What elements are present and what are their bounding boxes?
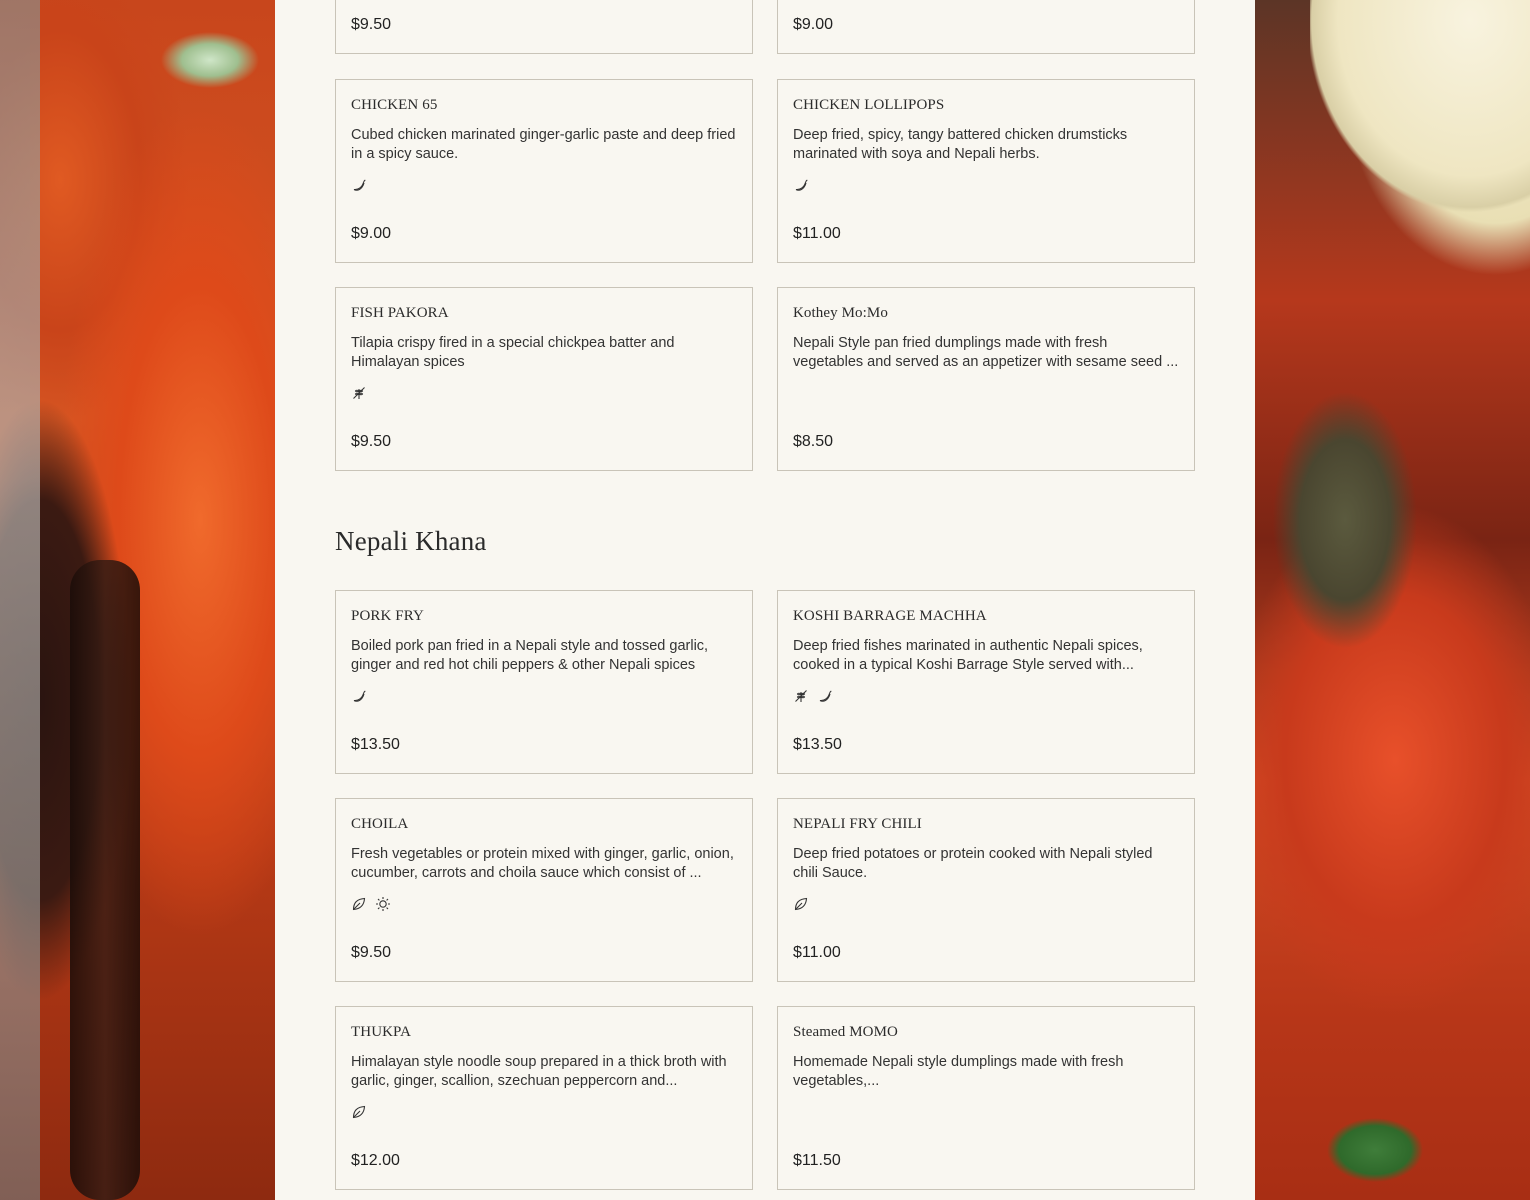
item-name: NEPALI FRY CHILI bbox=[793, 816, 922, 832]
item-price: $11.00 bbox=[793, 944, 841, 961]
menu-item-card[interactable] bbox=[777, 1006, 1195, 1190]
item-price: $11.50 bbox=[793, 1152, 841, 1169]
item-name: Steamed MOMO bbox=[793, 1024, 898, 1040]
item-name: Kothey Mo:Mo bbox=[793, 305, 888, 321]
item-price: $8.50 bbox=[793, 433, 834, 450]
item-name: KOSHI BARRAGE MACHHA bbox=[793, 608, 987, 624]
gluten-free-icon bbox=[793, 688, 809, 704]
chili-icon bbox=[793, 177, 809, 193]
leaf-icon bbox=[351, 896, 367, 912]
item-description: Deep fried fishes marinated in authentic Nepali spices, cooked in a typical Koshi Barrage Style served with... bbox=[793, 638, 1143, 673]
item-description: Tilapia crispy fired in a special chickpea batter and Himalayan spices bbox=[351, 335, 675, 370]
chili-icon bbox=[351, 688, 367, 704]
menu-item-card[interactable] bbox=[777, 590, 1195, 774]
item-icons bbox=[793, 177, 809, 193]
item-icons bbox=[351, 385, 367, 401]
menu-item-card[interactable] bbox=[335, 798, 753, 982]
leaf-icon bbox=[793, 896, 809, 912]
item-description: Boiled pork pan fried in a Nepali style and tossed garlic, ginger and red hot chili peppers & other Nepali spices bbox=[351, 638, 709, 673]
menu-panel bbox=[275, 0, 1255, 1200]
item-name: CHICKEN 65 bbox=[351, 97, 438, 113]
menu-item-card[interactable] bbox=[335, 1006, 753, 1190]
item-price: $9.50 bbox=[351, 944, 392, 961]
item-name: THUKPA bbox=[351, 1024, 412, 1040]
item-icons bbox=[351, 896, 391, 912]
item-name: PORK FRY bbox=[351, 608, 424, 624]
menu-item-card[interactable] bbox=[335, 287, 753, 471]
item-price: $9.50 bbox=[351, 16, 392, 33]
section-title: Nepali Khana bbox=[335, 526, 487, 556]
item-price: $9.00 bbox=[793, 16, 834, 33]
item-name: CHICKEN LOLLIPOPS bbox=[793, 97, 945, 113]
item-icons bbox=[351, 1104, 367, 1120]
item-description: Cubed chicken marinated ginger-garlic paste and deep fried in a spicy sauce. bbox=[351, 127, 736, 162]
food-photo-right bbox=[1255, 0, 1530, 1200]
item-price: $13.50 bbox=[351, 736, 400, 753]
item-name: CHOILA bbox=[351, 816, 409, 832]
gluten-free-icon bbox=[351, 385, 367, 401]
item-price: $13.50 bbox=[793, 736, 842, 753]
item-name: FISH PAKORA bbox=[351, 305, 449, 321]
item-icons bbox=[351, 688, 367, 704]
item-description: Homemade Nepali style dumplings made with fresh vegetables,... bbox=[793, 1054, 1124, 1089]
item-description: Himalayan style noodle soup prepared in a thick broth with garlic, ginger, scallion, szechuan peppercorn and... bbox=[351, 1054, 727, 1089]
menu-item-card[interactable] bbox=[335, 590, 753, 774]
item-description: Deep fried potatoes or protein cooked with Nepali styled chili Sauce. bbox=[793, 846, 1153, 881]
item-description: Nepali Style pan fried dumplings made with fresh vegetables and served as an appetizer with sesame seed ... bbox=[793, 335, 1179, 370]
item-price: $12.00 bbox=[351, 1152, 400, 1169]
item-description: Fresh vegetables or protein mixed with ginger, garlic, onion, cucumber, carrots and choila sauce which consist of ... bbox=[351, 846, 734, 881]
chili-icon bbox=[351, 177, 367, 193]
food-photo-left bbox=[0, 0, 275, 1200]
chili-icon bbox=[817, 688, 833, 704]
item-icons bbox=[351, 177, 367, 193]
menu-item-card[interactable] bbox=[777, 79, 1195, 263]
item-icons bbox=[793, 688, 833, 704]
item-price: $9.50 bbox=[351, 433, 392, 450]
item-price: $11.00 bbox=[793, 225, 841, 242]
menu-item-card[interactable] bbox=[777, 0, 1195, 54]
item-description: Deep fried, spicy, tangy battered chicken drumsticks marinated with soya and Nepali herbs. bbox=[793, 127, 1128, 162]
menu-item-card[interactable] bbox=[335, 79, 753, 263]
sun-icon bbox=[375, 896, 391, 912]
leaf-icon bbox=[351, 1104, 367, 1120]
item-icons bbox=[793, 896, 809, 912]
item-price: $9.00 bbox=[351, 225, 392, 242]
menu-item-card[interactable] bbox=[777, 798, 1195, 982]
menu-item-card[interactable] bbox=[335, 0, 753, 54]
menu-item-card[interactable] bbox=[777, 287, 1195, 471]
